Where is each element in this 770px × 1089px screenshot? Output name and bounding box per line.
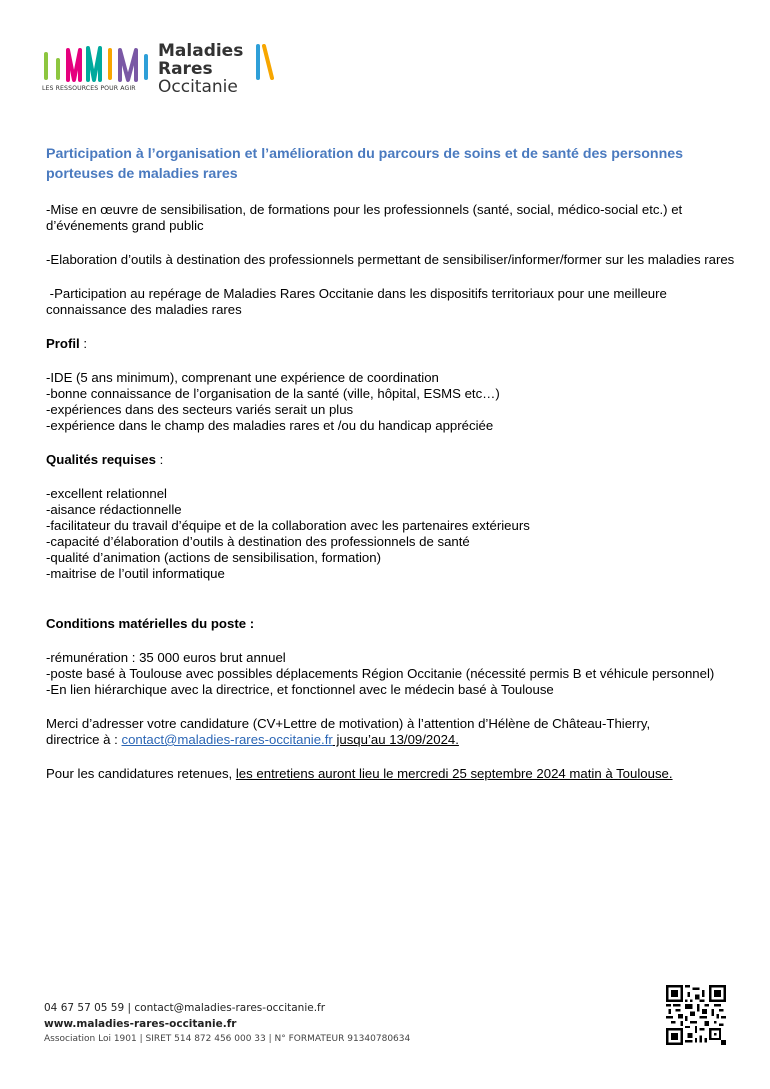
- interview-prefix: Pour les candidatures retenues,: [46, 766, 236, 781]
- footer: [44, 1002, 410, 1044]
- profil-title: Profil: [46, 336, 80, 351]
- document-body: [46, 144, 736, 800]
- qualites-heading: [46, 452, 736, 468]
- list-item: -aisance rédactionnelle: [46, 502, 182, 517]
- qualites-title: Qualités requises: [46, 452, 156, 467]
- logo-line3: Occitanie: [158, 77, 238, 97]
- profil-suffix: :: [79, 336, 88, 351]
- logo-line2: Rares: [158, 59, 213, 79]
- footer-website: www.maladies-rares-occitanie.fr: [44, 1018, 237, 1030]
- logo-title: [158, 42, 243, 96]
- mission-item: -Mise en œuvre de sensibilisation, de formations pour les professionnels (santé, social, médico-social etc.) et d’événements grand public: [46, 202, 683, 233]
- logo-line1: Maladies: [158, 41, 244, 61]
- deadline-text: jusqu’au 13/09/2024.: [332, 732, 459, 747]
- contact-line: Merci d’adresser votre candidature (CV+Lettre de motivation) à l’attention d’Hélène de Château-Thierry,: [46, 716, 651, 731]
- qualites-suffix: :: [155, 452, 164, 467]
- interview-paragraph: [46, 766, 736, 782]
- logo-tagline: LES RESSOURCES POUR AGIR: [42, 85, 136, 92]
- contact-paragraph: [46, 716, 736, 748]
- mission-item: -Elaboration d’outils à destination des professionnels permettant de sensibiliser/informer/former sur les maladies rares: [46, 252, 735, 267]
- list-item: -facilitateur du travail d’équipe et de la collaboration avec les partenaires extérieurs: [46, 518, 530, 533]
- list-item: -rémunération : 35 000 euros brut annuel: [46, 650, 286, 665]
- logo: [42, 40, 282, 100]
- footer-contact: 04 67 57 05 59 | contact@maladies-rares-occitanie.fr: [44, 1002, 326, 1014]
- list-item: -IDE (5 ans minimum), comprenant une expérience de coordination: [46, 370, 439, 385]
- interview-details: les entretiens auront lieu le mercredi 25 septembre 2024 matin à Toulouse.: [235, 766, 673, 781]
- list-item: -En lien hiérarchique avec la directrice, et fonctionnel avec le médecin basé à Toulouse: [46, 682, 554, 697]
- conditions-list: [46, 650, 736, 698]
- qr-code-icon: [666, 985, 726, 1045]
- list-item: -poste basé à Toulouse avec possibles déplacements Région Occitanie (nécessité permis B et véhicule personnel): [46, 666, 715, 681]
- profil-list: [46, 370, 736, 434]
- list-item: -expériences dans des secteurs variés serait un plus: [46, 402, 354, 417]
- page-title: Participation à l’organisation et l’amélioration du parcours de soins et de santé des personnes porteuses de maladies rares: [46, 146, 684, 182]
- email-link[interactable]: contact@maladies-rares-occitanie.fr: [121, 732, 333, 747]
- qualites-list: [46, 486, 736, 582]
- footer-legal: Association Loi 1901 | SIRET 514 872 456 000 33 | N° FORMATEUR 91340780634: [44, 1034, 411, 1044]
- profil-heading: [46, 336, 736, 352]
- contact-prefix: directrice à :: [46, 732, 122, 747]
- list-item: -expérience dans le champ des maladies rares et /ou du handicap appréciée: [46, 418, 494, 433]
- list-item: -bonne connaissance de l’organisation de la santé (ville, hôpital, ESMS etc…): [46, 386, 500, 401]
- logo-bars-icon: [42, 44, 154, 82]
- logo-accent-icon: [254, 44, 276, 80]
- list-item: -qualité d’animation (actions de sensibilisation, formation): [46, 550, 381, 565]
- list-item: -excellent relationnel: [46, 486, 167, 501]
- list-item: -capacité d’élaboration d’outils à destination des professionnels de santé: [46, 534, 470, 549]
- mission-item: -Participation au repérage de Maladies Rares Occitanie dans les dispositifs territoriaux pour une meilleure connaissance des maladies rares: [46, 286, 671, 317]
- conditions-title: Conditions matérielles du poste :: [46, 616, 255, 631]
- list-item: -maitrise de l’outil informatique: [46, 566, 225, 581]
